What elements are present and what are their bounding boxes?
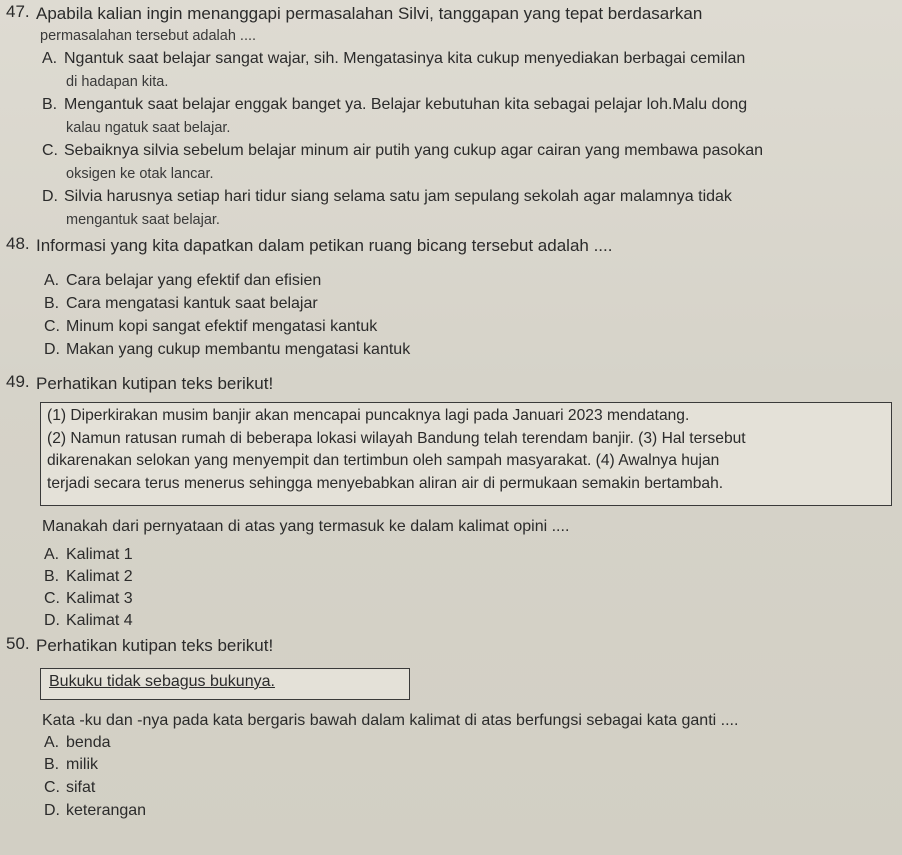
option-letter: D. xyxy=(44,612,60,629)
passage-line: dikarenakan selokan yang menyempit dan tertimbun oleh sampah masyarakat. (4) Awalnya hujan xyxy=(47,452,720,469)
option-letter: C. xyxy=(44,318,60,335)
option-text: benda xyxy=(66,734,111,751)
option-text: kalau ngatuk saat belajar. xyxy=(66,120,231,136)
option-letter: C. xyxy=(42,142,58,159)
option-a[interactable] xyxy=(44,734,111,752)
option-c[interactable] xyxy=(44,779,95,797)
option-text: mengantuk saat belajar. xyxy=(66,212,220,228)
option-letter: D. xyxy=(44,802,60,819)
option-text: Kalimat 4 xyxy=(66,612,133,629)
question-number: 50. xyxy=(6,634,30,653)
passage-box xyxy=(40,402,892,506)
option-b[interactable] xyxy=(42,96,747,114)
option-letter: D. xyxy=(42,188,58,205)
option-text: Cara belajar yang efektif dan efisien xyxy=(66,272,322,289)
option-text: Ngantuk saat belajar sangat wajar, sih. Mengatasinya kita cukup menyediakan berbagai cemilan xyxy=(64,50,746,67)
option-b[interactable] xyxy=(44,568,133,586)
option-text: Minum kopi sangat efektif mengatasi kantuk xyxy=(66,318,378,335)
option-d[interactable] xyxy=(44,802,146,820)
option-text: keterangan xyxy=(66,802,147,819)
option-b[interactable] xyxy=(44,756,98,774)
option-letter: D. xyxy=(44,341,60,358)
option-text: Mengantuk saat belajar enggak banget ya. Belajar kebutuhan kita sebagai pelajar loh.Malu dong xyxy=(64,96,748,113)
option-text: milik xyxy=(66,756,98,773)
option-text: oksigen ke otak lancar. xyxy=(66,166,214,182)
question-number: 47. xyxy=(6,2,30,21)
question-stem: Perhatikan kutipan teks berikut! xyxy=(36,374,274,393)
option-text: Cara mengatasi kantuk saat belajar xyxy=(66,295,318,312)
option-a[interactable] xyxy=(42,50,745,68)
option-letter: A. xyxy=(44,546,60,563)
question-stem: Apabila kalian ingin menanggapi permasalahan Silvi, tanggapan yang tepat berdasarkan xyxy=(36,4,703,23)
option-letter: B. xyxy=(42,96,58,113)
question-text: Manakah dari pernyataan di atas yang termasuk ke dalam kalimat opini .... xyxy=(42,518,570,535)
option-letter: C. xyxy=(44,779,60,796)
option-letter: B. xyxy=(44,295,60,312)
question-stem: Perhatikan kutipan teks berikut! xyxy=(36,636,274,655)
question-number: 48. xyxy=(6,234,30,253)
passage-box xyxy=(40,668,410,700)
passage-line: (2) Namun ratusan rumah di beberapa lokasi wilayah Bandung telah terendam banjir. (3) Hal tersebut xyxy=(47,429,746,447)
option-b[interactable] xyxy=(44,295,318,313)
passage-line: (1) Diperkirakan musim banjir akan mencapai puncaknya lagi pada Januari 2023 mendatang. xyxy=(47,407,690,424)
option-text: Sebaiknya silvia sebelum belajar minum air putih yang cukup agar cairan yang membawa pasokan xyxy=(64,142,764,159)
option-text: di hadapan kita. xyxy=(66,74,169,90)
passage-sentence: Bukuku tidak sebagus bukunya. xyxy=(49,673,275,690)
option-text: Makan yang cukup membantu mengatasi kantuk xyxy=(66,341,411,358)
option-c[interactable] xyxy=(42,142,763,160)
option-text: Kalimat 2 xyxy=(66,568,133,585)
option-d[interactable] xyxy=(42,188,732,206)
option-letter: A. xyxy=(44,272,60,289)
option-text: Kalimat 3 xyxy=(66,590,133,607)
question-text: Kata -ku dan -nya pada kata bergaris bawah dalam kalimat di atas berfungsi sebagai kata ganti .... xyxy=(42,712,739,729)
option-a[interactable] xyxy=(44,546,133,564)
question-stem: Informasi yang kita dapatkan dalam petikan ruang bicang tersebut adalah .... xyxy=(36,236,613,255)
option-letter: C. xyxy=(44,590,60,607)
option-c[interactable] xyxy=(44,318,377,336)
option-text: Kalimat 1 xyxy=(66,546,133,563)
option-text: Silvia harusnya setiap hari tidur siang selama satu jam sepulang sekolah agar malamnya tidak xyxy=(64,188,732,205)
question-number: 49. xyxy=(6,372,30,391)
option-letter: A. xyxy=(44,734,60,751)
option-a[interactable] xyxy=(44,272,321,290)
option-letter: B. xyxy=(44,568,60,585)
option-d[interactable] xyxy=(44,341,410,359)
option-c[interactable] xyxy=(44,590,133,608)
option-letter: A. xyxy=(42,50,58,67)
option-d[interactable] xyxy=(44,612,133,630)
passage-line: terjadi secara terus menerus sehingga menyebabkan aliran air di permukaan semakin bertambah. xyxy=(47,474,724,492)
option-letter: B. xyxy=(44,756,60,773)
question-stem: permasalahan tersebut adalah .... xyxy=(40,28,257,44)
option-text: sifat xyxy=(66,779,96,796)
